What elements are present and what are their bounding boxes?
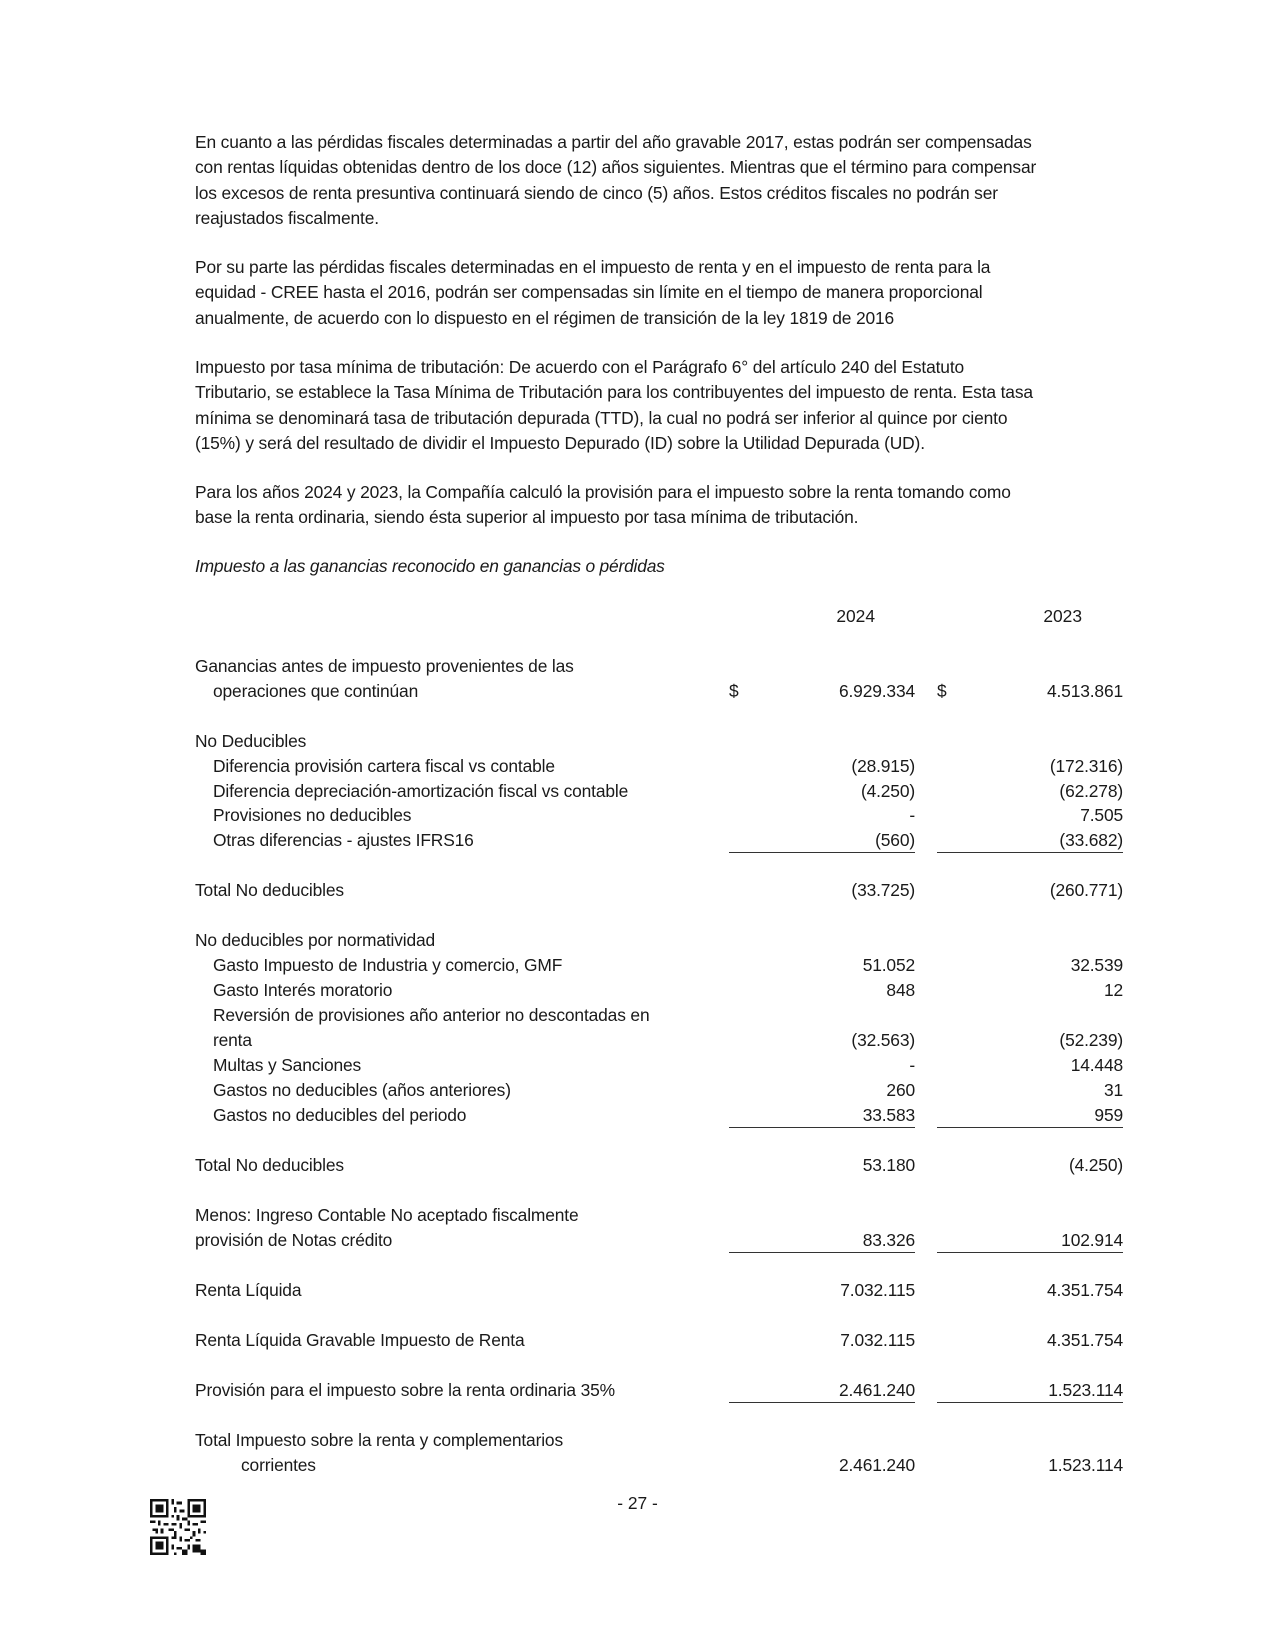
page-number: - 27 - xyxy=(617,1493,658,1513)
table-row xyxy=(0,1428,1275,1454)
subtotal-underline xyxy=(937,852,1123,853)
row-label: Renta Líquida Gravable Impuesto de Renta xyxy=(195,1330,525,1350)
column-header-2023: 2023 xyxy=(1043,606,1082,626)
value-2024: (32.563) xyxy=(851,1030,915,1050)
table-row xyxy=(0,1003,1275,1029)
table-row xyxy=(0,828,1275,854)
row-label: Diferencia depreciación-amortización fiscal vs contable xyxy=(213,781,629,801)
paragraph-line: anualmente, de acuerdo con lo dispuesto en el régimen de transición de la ley 1819 de 2016 xyxy=(195,307,895,328)
value-2023: 102.914 xyxy=(1061,1230,1123,1250)
row-label: Provisiones no deducibles xyxy=(213,805,412,825)
value-2024: 7.032.115 xyxy=(840,1330,915,1350)
subtotal-underline xyxy=(729,1252,915,1253)
table-row xyxy=(0,654,1275,680)
paragraph-line: con rentas líquidas obtenidas dentro de los doce (12) años siguientes. Mientras que el término para compensar xyxy=(195,157,1037,178)
table-row xyxy=(0,679,1275,705)
value-2023: (33.682) xyxy=(1059,830,1123,850)
paragraph-line: En cuanto a las pérdidas fiscales determinadas a partir del año gravable 2017, estas podrán ser compensadas xyxy=(195,132,1032,152)
subtotal-underline xyxy=(937,1127,1123,1128)
row-label: Menos: Ingreso Contable No aceptado fiscalmente xyxy=(195,1205,579,1225)
value-2023: (4.250) xyxy=(1068,1155,1123,1175)
table-row xyxy=(0,1228,1275,1254)
value-2023: 31 xyxy=(1103,1080,1123,1100)
paragraph-loss-compensation xyxy=(195,130,1130,231)
value-2024: (28.915) xyxy=(851,756,915,776)
table-row xyxy=(0,1028,1275,1054)
value-2023: 1.523.114 xyxy=(1048,1380,1123,1400)
table-row xyxy=(0,1078,1275,1104)
paragraph-line: Por su parte las pérdidas fiscales determinadas en el impuesto de renta y en el impuesto de renta para la xyxy=(195,257,991,277)
table-row xyxy=(0,1153,1275,1179)
value-2024: 7.032.115 xyxy=(840,1280,915,1300)
value-2023: 32.539 xyxy=(1070,955,1123,975)
subtotal-underline xyxy=(729,1402,915,1403)
value-2023: (260.771) xyxy=(1049,880,1123,900)
table-row xyxy=(0,1103,1275,1129)
row-label: No Deducibles xyxy=(195,731,307,751)
value-2023: 14.448 xyxy=(1070,1055,1123,1075)
paragraph-provision-basis xyxy=(195,480,1130,531)
value-2023: 4.351.754 xyxy=(1046,1280,1123,1300)
table-row xyxy=(0,779,1275,805)
row-label: Total Impuesto sobre la renta y complementarios xyxy=(195,1430,563,1450)
subtotal-underline xyxy=(937,1252,1123,1253)
table-row xyxy=(0,1378,1275,1404)
value-2024: - xyxy=(909,805,915,825)
currency-symbol: $ xyxy=(937,681,947,701)
table-row xyxy=(0,803,1275,829)
value-2024: 53.180 xyxy=(862,1155,915,1175)
table-row xyxy=(0,928,1275,954)
paragraph-line: equidad - CREE hasta el 2016, podrán ser compensadas sin límite en el tiempo de manera proporcional xyxy=(195,282,983,303)
table-row xyxy=(0,1278,1275,1304)
paragraph-line: los excesos de renta presuntiva continuará siendo de cinco (5) años. Estos créditos fiscales no podrán ser xyxy=(195,182,998,203)
table-row xyxy=(0,878,1275,904)
row-label: Otras diferencias - ajustes IFRS16 xyxy=(213,830,474,850)
row-label: corrientes xyxy=(241,1455,316,1475)
value-2024: 2.461.240 xyxy=(838,1380,915,1400)
value-2024: 260 xyxy=(886,1080,915,1100)
table-row xyxy=(0,754,1275,780)
table-row xyxy=(0,1453,1275,1479)
value-2023: 4.513.861 xyxy=(1046,681,1123,701)
value-2023: 12 xyxy=(1103,980,1123,1000)
table-row xyxy=(0,1203,1275,1229)
value-2023: 4.351.754 xyxy=(1046,1330,1123,1350)
value-2023: 959 xyxy=(1094,1105,1123,1125)
value-2024: 33.583 xyxy=(862,1105,915,1125)
value-2023: 7.505 xyxy=(1080,805,1123,825)
value-2024: (560) xyxy=(875,830,915,850)
value-2024: 2.461.240 xyxy=(838,1455,915,1475)
table-row xyxy=(0,1053,1275,1079)
row-label: Provisión para el impuesto sobre la renta ordinaria 35% xyxy=(195,1380,615,1400)
value-2023: (52.239) xyxy=(1059,1030,1123,1050)
value-2024: (33.725) xyxy=(851,880,915,900)
paragraph-minimum-tax xyxy=(195,355,1130,456)
row-label: renta xyxy=(213,1030,252,1050)
table-row xyxy=(0,978,1275,1004)
table-title: Impuesto a las ganancias reconocido en ganancias o pérdidas xyxy=(195,556,665,576)
paragraph-line: reajustados fiscalmente. xyxy=(195,207,379,228)
value-2023: (172.316) xyxy=(1049,756,1123,776)
row-label: Total No deducibles xyxy=(195,1155,344,1175)
column-header-2024: 2024 xyxy=(836,606,875,626)
row-label: Gastos no deducibles (años anteriores) xyxy=(213,1080,511,1100)
row-label: Total No deducibles xyxy=(195,880,344,900)
value-2024: 83.326 xyxy=(862,1230,915,1250)
row-label: Gasto Interés moratorio xyxy=(213,980,393,1000)
qr-code-icon xyxy=(150,1499,206,1555)
paragraph-line: mínima se denominará tasa de tributación depurada (TTD), la cual no podrá ser inferior al quince por ciento xyxy=(195,407,1008,428)
row-label: provisión de Notas crédito xyxy=(195,1230,393,1250)
currency-symbol: $ xyxy=(729,681,739,701)
row-label: Renta Líquida xyxy=(195,1280,302,1300)
row-label: operaciones que continúan xyxy=(213,681,419,701)
value-2024: - xyxy=(909,1055,915,1075)
paragraph-line: (15%) y será del resultado de dividir el Impuesto Depurado (ID) sobre la Utilidad Depurada (UD). xyxy=(195,432,925,453)
row-label: Multas y Sanciones xyxy=(213,1055,362,1075)
paragraph-cree-losses xyxy=(195,255,1130,331)
paragraph-line: Para los años 2024 y 2023, la Compañía calculó la provisión para el impuesto sobre la renta tomando como xyxy=(195,482,1011,502)
table-row xyxy=(0,729,1275,755)
row-label: Gasto Impuesto de Industria y comercio, GMF xyxy=(213,955,563,975)
value-2023: (62.278) xyxy=(1059,781,1123,801)
paragraph-line: base la renta ordinaria, siendo ésta superior al impuesto por tasa mínima de tributación. xyxy=(195,507,859,528)
paragraph-line: Impuesto por tasa mínima de tributación: De acuerdo con el Parágrafo 6° del artículo 240 del Estatuto xyxy=(195,357,965,377)
table-row xyxy=(0,1328,1275,1354)
subtotal-underline xyxy=(729,852,915,853)
paragraph-line: Tributario, se establece la Tasa Mínima de Tributación para los contribuyentes del impuesto de renta. Esta tasa xyxy=(195,382,1033,403)
value-2023: 1.523.114 xyxy=(1048,1455,1123,1475)
value-2024: 848 xyxy=(886,980,915,1000)
value-2024: (4.250) xyxy=(860,781,915,801)
subtotal-underline xyxy=(937,1402,1123,1403)
row-label: Diferencia provisión cartera fiscal vs contable xyxy=(213,756,555,776)
row-label: Gastos no deducibles del periodo xyxy=(213,1105,467,1125)
row-label: No deducibles por normatividad xyxy=(195,930,436,950)
value-2024: 51.052 xyxy=(862,955,915,975)
row-label: Ganancias antes de impuesto provenientes de las xyxy=(195,656,574,676)
table-row xyxy=(0,953,1275,979)
value-2024: 6.929.334 xyxy=(838,681,915,701)
row-label: Reversión de provisiones año anterior no descontadas en xyxy=(213,1005,650,1025)
subtotal-underline xyxy=(729,1127,915,1128)
